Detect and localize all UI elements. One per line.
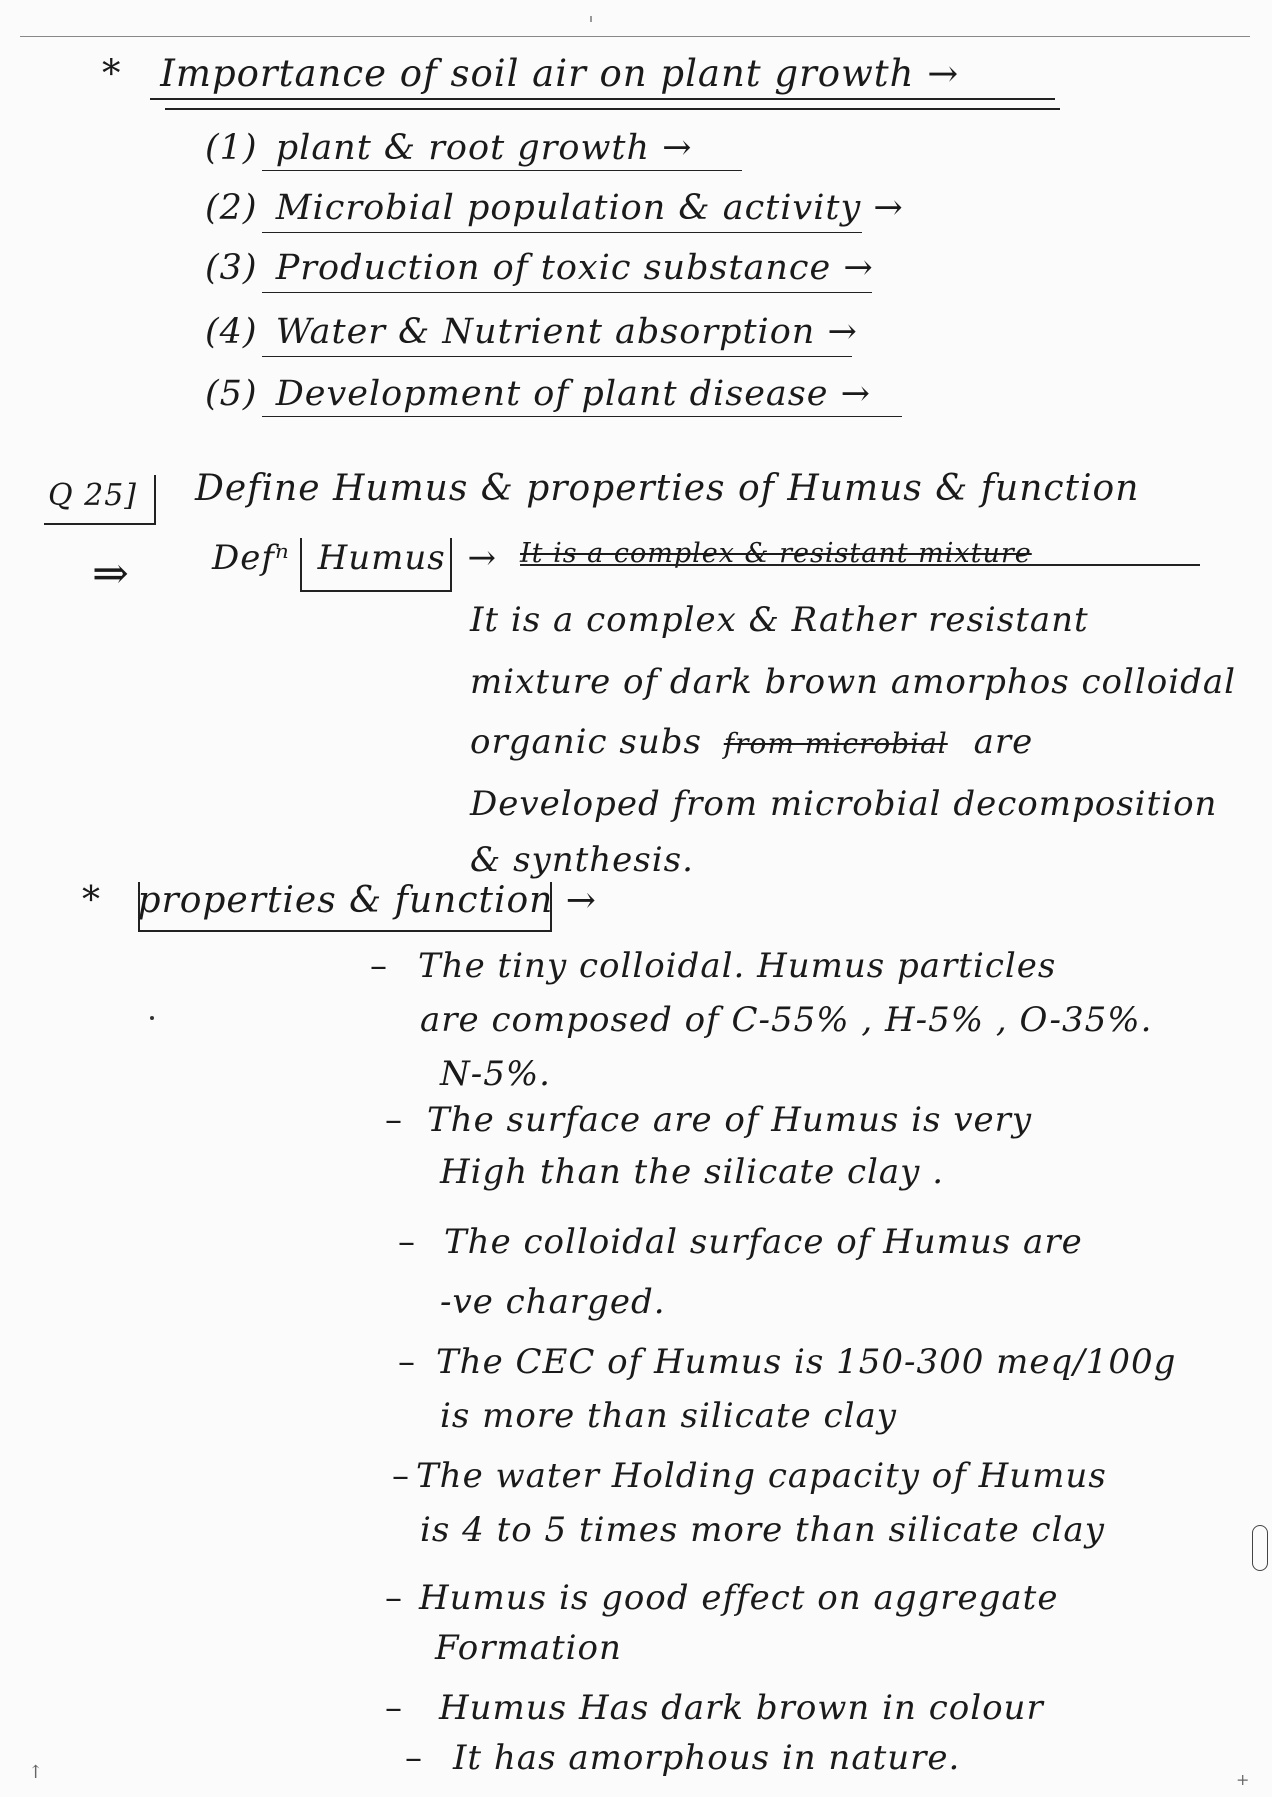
arrow-icon: → bbox=[467, 538, 498, 578]
title-text: Importance of soil air on plant growth → bbox=[160, 52, 960, 95]
properties-heading: * properties & function → bbox=[82, 880, 597, 921]
item-underline bbox=[262, 232, 862, 233]
item-underline bbox=[262, 170, 742, 171]
list-item: (1) plant & root growth → bbox=[205, 128, 693, 168]
definition-line: & synthesis. bbox=[470, 840, 694, 880]
item-underline bbox=[262, 416, 902, 417]
struck-out-text: It is a complex & resistant mixture bbox=[520, 538, 1032, 569]
property-item: – Humus is good effect on aggregate bbox=[385, 1578, 1059, 1618]
property-line: Formation bbox=[435, 1628, 622, 1668]
corner-mark: + bbox=[1236, 1770, 1250, 1789]
definition-line: It is a complex & Rather resistant bbox=[470, 600, 1089, 640]
struck-underline bbox=[520, 564, 1200, 566]
definition-line: mixture of dark brown amorphos colloidal bbox=[470, 662, 1237, 702]
property-item: – The water Holding capacity of Humus bbox=[392, 1456, 1107, 1496]
list-item: (5) Development of plant disease → bbox=[205, 374, 871, 414]
corner-mark: ↑ bbox=[28, 1762, 44, 1783]
struck-out-text: from microbial bbox=[723, 727, 948, 760]
title-underline-second bbox=[165, 108, 1060, 110]
question-label: Q 25] bbox=[48, 478, 138, 513]
property-item: – The colloidal surface of Humus are bbox=[398, 1222, 1083, 1262]
property-item: – Humus Has dark brown in colour bbox=[385, 1688, 1044, 1728]
property-line: is more than silicate clay bbox=[440, 1396, 897, 1436]
top-rule bbox=[20, 36, 1250, 37]
property-item: – The surface are of Humus is very bbox=[385, 1100, 1033, 1140]
definition-line: Developed from microbial decomposition bbox=[470, 784, 1218, 824]
section-title bbox=[102, 52, 959, 95]
list-item: (2) Microbial population & activity → bbox=[205, 188, 904, 228]
margin-tick bbox=[590, 16, 592, 22]
title-underline bbox=[150, 98, 1055, 100]
item-underline bbox=[262, 356, 852, 357]
property-line: are composed of C-55% , H-5% , O-35%. bbox=[420, 1000, 1153, 1040]
double-arrow-icon: ⇒ bbox=[92, 548, 130, 599]
definition-term: Humus bbox=[317, 538, 446, 578]
item-underline bbox=[262, 292, 872, 293]
property-item: – The tiny colloidal. Humus particles bbox=[370, 946, 1057, 986]
list-item: (4) Water & Nutrient absorption → bbox=[205, 312, 858, 352]
property-item: – The CEC of Humus is 150-300 meq/100g bbox=[398, 1342, 1177, 1382]
property-line: is 4 to 5 times more than silicate clay bbox=[420, 1510, 1105, 1550]
page-edge-mark bbox=[1252, 1525, 1268, 1571]
property-line: N-5%. bbox=[440, 1054, 551, 1094]
property-line: High than the silicate clay . bbox=[440, 1152, 945, 1192]
term-box bbox=[300, 538, 452, 592]
question-title: Define Humus & properties of Humus & function bbox=[195, 468, 1140, 509]
stray-dot bbox=[150, 1016, 154, 1020]
property-item: – It has amorphous in nature. bbox=[405, 1738, 961, 1778]
star-bullet: * bbox=[102, 52, 122, 95]
definition-label: Defⁿ Humus → bbox=[212, 538, 498, 578]
property-line: -ve charged. bbox=[440, 1282, 666, 1322]
list-item: (3) Production of toxic substance → bbox=[205, 248, 874, 288]
definition-line: organic subs from microbial are bbox=[470, 722, 1034, 762]
